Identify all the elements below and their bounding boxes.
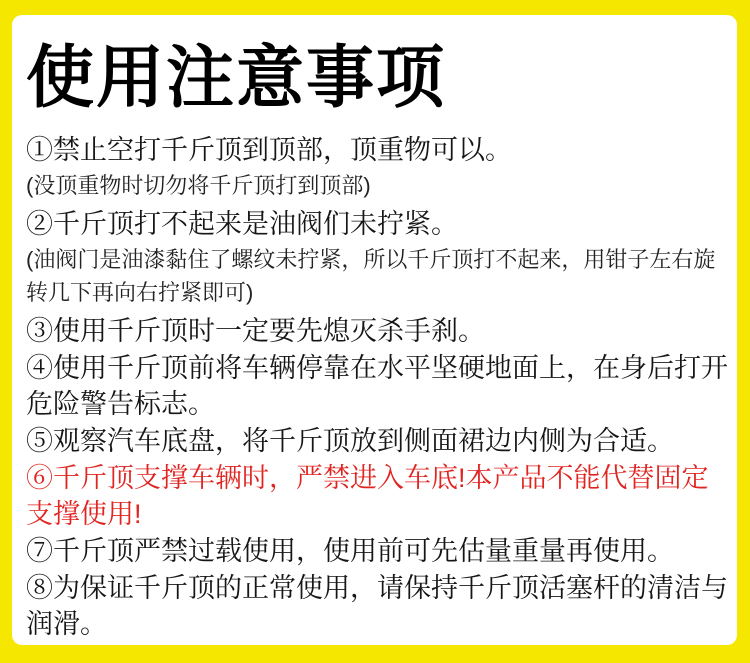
notice-item-6-warning: ⑥千斤顶支撑车辆时，严禁进入车底!本产品不能代替固定支撑使用! (26, 463, 709, 529)
notice-item-2-note: (油阀门是油漆黏住了螺纹未拧紧，所以千斤顶打不起来，用钳子左右旋转几下再向右拧紧即可) (26, 247, 716, 305)
notice-item-1: ①禁止空打千斤顶到顶部，顶重物可以。 (26, 135, 512, 165)
notice-item-1-note: (没顶重物时切勿将千斤顶打到顶部) (26, 173, 371, 198)
notice-panel (12, 15, 737, 645)
notice-item-3: ③使用千斤顶时一定要先熄灭杀手刹。 (26, 316, 485, 346)
notice-item-8: ⑧为保证千斤顶的正常使用，请保持千斤顶活塞杆的清洁与润滑。 (26, 573, 728, 639)
notice-item-4: ④使用千斤顶前将车辆停靠在水平坚硬地面上，在身后打开危险警告标志。 (26, 353, 728, 419)
notice-item-7: ⑦千斤顶严禁过载使用，使用前可先估量重量再使用。 (26, 536, 674, 566)
notice-item-2: ②千斤顶打不起来是油阀们未拧紧。 (26, 209, 458, 239)
page-title: 使用注意事项 (26, 40, 447, 116)
notice-item-5: ⑤观察汽车底盘，将千斤顶放到侧面裙边内侧为合适。 (26, 426, 674, 456)
